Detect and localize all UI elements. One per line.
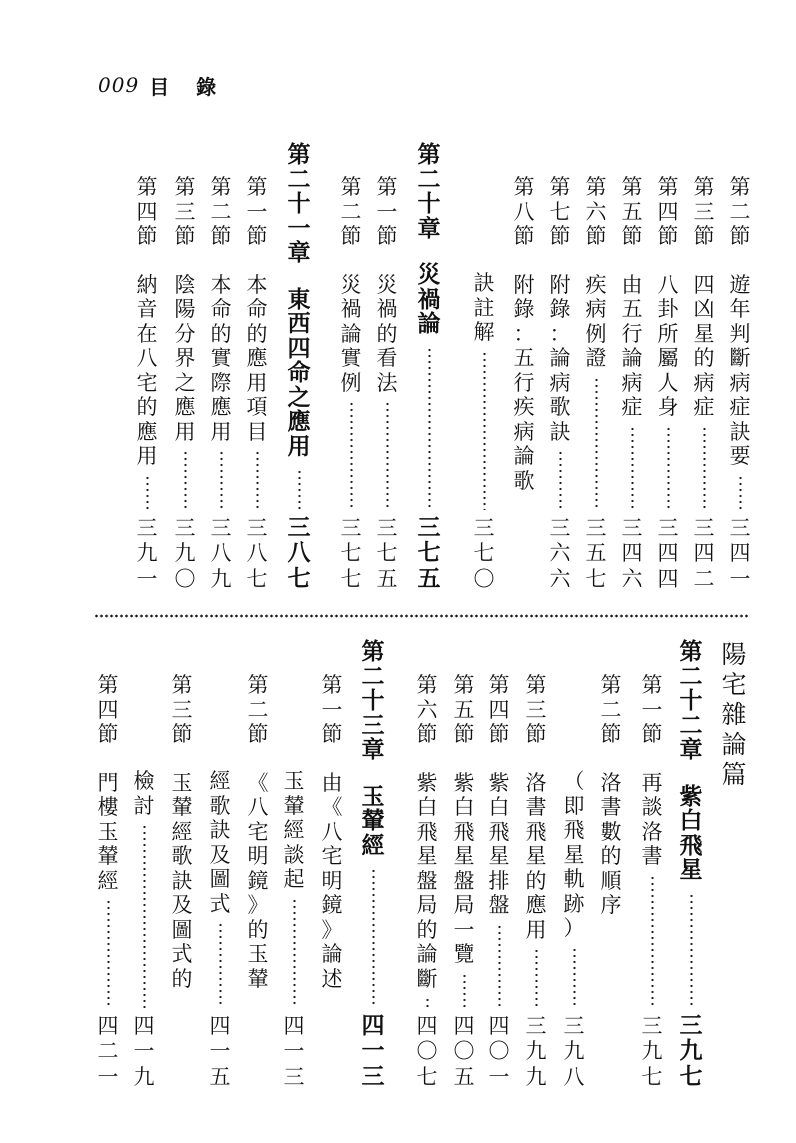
toc-chapter-entry xyxy=(414,143,444,592)
entry-label: 第 一 節 xyxy=(321,673,343,746)
entry-page-number: 三 四 六 xyxy=(621,515,643,591)
entry-title: 東 西 四 命 之 應 用 xyxy=(287,286,311,460)
toc-entry xyxy=(560,769,588,1090)
toc-entry xyxy=(244,673,272,1090)
entry-page-number: 四 〇 一 xyxy=(488,1013,510,1089)
entry-page-number: 三 六 六 xyxy=(549,515,571,591)
entry-page-number: 三 七 五 xyxy=(376,515,398,591)
leader-dots xyxy=(739,475,742,510)
entry-page-number: 三 九 一 xyxy=(136,515,158,591)
entry-page-number: 三 九 〇 xyxy=(174,515,196,591)
entry-label: 第 六 節 xyxy=(585,175,607,248)
entry-title: 附 錄 ： 五 行 疾 病 論 歌 xyxy=(513,272,535,493)
entry-title: 訣 註 解 xyxy=(473,271,495,344)
toc-entry xyxy=(168,673,196,1090)
entry-label: 第 三 節 xyxy=(174,175,196,248)
entry-label: 第 二 節 xyxy=(340,175,362,248)
toc-entry xyxy=(413,673,441,1090)
entry-title: 由 《 八 宅 明 鏡 》 論 述 xyxy=(321,770,343,991)
entry-title: 附 錄 ： 論 病 歌 訣 xyxy=(549,272,571,444)
leader-dots xyxy=(703,426,706,510)
toc-entry xyxy=(546,175,574,592)
entry-title: 納 音 在 八 宅 的 應 用 xyxy=(136,272,158,468)
entry-label: 第 二 節 xyxy=(210,175,232,248)
section-divider xyxy=(94,614,750,618)
entry-label: 第 一 節 xyxy=(641,673,663,746)
entry-label: 第 一 節 xyxy=(246,175,268,248)
page-header xyxy=(98,70,226,100)
leader-dots xyxy=(350,401,353,510)
entry-title: 經 歌 訣 及 圖 式 xyxy=(209,769,231,916)
entry-page-number: 三 八 九 xyxy=(210,515,232,591)
page-number: 009 xyxy=(98,73,140,97)
toc-entry xyxy=(470,271,498,592)
toc-entry xyxy=(450,673,478,1090)
entry-title: 玉 輦 經 xyxy=(361,783,385,859)
toc-entry xyxy=(618,175,646,592)
entry-page-number: 三 五 七 xyxy=(585,515,607,591)
leader-dots xyxy=(651,875,654,1008)
entry-label: 第 三 節 xyxy=(693,175,715,248)
entry-page-number: 三 九 七 xyxy=(679,1012,703,1090)
toc-entry xyxy=(597,673,625,1090)
entry-title: 陰 陽 分 界 之 應 用 xyxy=(174,272,196,444)
entry-title: 紫 白 飛 星 盤 局 一 覽 xyxy=(453,770,475,966)
entry-label: 第 三 節 xyxy=(525,673,547,746)
entry-page-number: 四 〇 七 xyxy=(416,1013,438,1089)
entry-page-number: 三 四 四 xyxy=(657,515,679,591)
entry-title: （ 即 飛 星 軌 跡 ） xyxy=(563,769,585,940)
entry-title: 八 卦 所 屬 人 身 xyxy=(657,272,679,419)
toc-entry xyxy=(94,673,122,1090)
entry-label: 第 二 節 xyxy=(600,673,622,746)
entry-title: 門 樓 玉 輦 經 xyxy=(97,770,119,893)
entry-title: 洛 書 飛 星 的 應 用 xyxy=(525,770,547,942)
entry-title: 洛 書 數 的 順 序 xyxy=(600,770,622,917)
leader-dots xyxy=(573,947,576,1008)
toc-entry xyxy=(318,673,346,1090)
entry-page-number: 四 一 九 xyxy=(133,1013,155,1089)
toc-entry xyxy=(726,175,754,592)
entry-label: 第 二 節 xyxy=(247,673,269,746)
entry-label: 第 一 節 xyxy=(376,175,398,248)
leader-dots xyxy=(498,924,501,1008)
toc-entry xyxy=(510,175,538,592)
toc-chapter-entry xyxy=(358,640,388,1090)
entry-title: 四 凶 星 的 病 症 xyxy=(693,272,715,419)
leader-dots xyxy=(146,475,149,510)
leader-dots xyxy=(372,868,375,1008)
leader-dots xyxy=(386,401,389,510)
entry-label: 第 二 節 xyxy=(729,175,751,248)
entry-label: 第 七 節 xyxy=(549,175,571,248)
page-title: 目 錄 xyxy=(149,74,227,99)
toc-entry xyxy=(638,673,666,1090)
toc-entry xyxy=(133,175,161,592)
leader-dots xyxy=(298,469,301,510)
leader-dots xyxy=(220,450,223,510)
entry-title: 本 命 的 應 用 項 目 xyxy=(246,272,268,444)
entry-label: 第 二 十 二 章 xyxy=(679,639,703,763)
entry-label: 第 二 十 一 章 xyxy=(287,142,311,266)
entry-title: 《 八 宅 明 鏡 》 的 玉 輦 xyxy=(247,770,269,991)
toc-chapter-entry xyxy=(284,143,314,592)
entry-page-number: 四 一 三 xyxy=(283,1013,305,1089)
entry-page-number: 三 九 七 xyxy=(641,1013,663,1089)
leader-dots xyxy=(184,450,187,510)
leader-dots xyxy=(426,997,429,1008)
entry-title: 災 禍 論 實 例 xyxy=(340,272,362,395)
entry-title: 災 禍 的 看 法 xyxy=(376,272,398,395)
entry-label: 第 四 節 xyxy=(136,175,158,248)
leader-dots xyxy=(535,948,538,1008)
entry-title: 疾 病 例 證 xyxy=(585,272,607,370)
entry-label: 第 五 節 xyxy=(621,175,643,248)
entry-label: 第 六 節 xyxy=(416,673,438,746)
entry-page-number: 四 一 五 xyxy=(209,1013,231,1089)
leader-dots xyxy=(428,347,431,510)
leader-dots xyxy=(463,973,466,1008)
entry-page-number: 三 八 七 xyxy=(287,514,311,592)
entry-title: 災 禍 論 xyxy=(417,262,441,337)
entry-title: 遊 年 判 斷 病 症 訣 要 xyxy=(729,272,751,468)
toc-entry xyxy=(130,769,158,1090)
toc-entry xyxy=(522,673,550,1090)
entry-title: 玉 輦 經 談 起 xyxy=(283,769,305,891)
entry-title: 再 談 洛 書 xyxy=(641,770,663,868)
entry-label: 第 二 十 章 xyxy=(417,142,441,242)
entry-page-number: 三 八 七 xyxy=(246,515,268,591)
toc-entry xyxy=(280,769,308,1090)
entry-page-number: 四 二 一 xyxy=(97,1013,119,1089)
entry-page-number: 三 九 八 xyxy=(563,1013,585,1089)
leader-dots xyxy=(107,899,110,1008)
entry-label: 第 四 節 xyxy=(97,673,119,746)
leader-dots xyxy=(631,426,634,510)
toc-entry xyxy=(207,175,235,592)
leader-dots xyxy=(483,351,486,510)
leader-dots xyxy=(559,450,562,510)
entry-label: 第 五 節 xyxy=(453,673,475,746)
entry-page-number: 四 〇 五 xyxy=(453,1013,475,1089)
toc-entry xyxy=(485,673,513,1090)
entry-page-number: 三 七 五 xyxy=(417,514,441,592)
entry-title: 檢 討 xyxy=(133,769,155,818)
leader-dots xyxy=(143,824,146,1008)
entry-label: 第 八 節 xyxy=(513,175,535,248)
toc-entry xyxy=(654,175,682,592)
entry-title: 紫 白 飛 星 xyxy=(679,783,703,883)
toc-entry xyxy=(206,769,234,1090)
toc-entry xyxy=(243,175,271,592)
entry-title: 玉 輦 經 歌 訣 及 圖 式 的 xyxy=(171,770,193,991)
entry-page-number: 三 七 七 xyxy=(340,515,362,591)
entry-page-number: 三 九 九 xyxy=(525,1013,547,1089)
toc-entry xyxy=(582,175,610,592)
entry-page-number: 四 一 三 xyxy=(361,1012,385,1090)
entry-page-number: 三 四 一 xyxy=(729,515,751,591)
toc-chapter-entry xyxy=(676,640,706,1090)
leader-dots xyxy=(595,377,598,510)
leader-dots xyxy=(219,922,222,1008)
toc-entry xyxy=(337,175,365,592)
leader-dots xyxy=(293,898,296,1008)
entry-title: 由 五 行 論 病 症 xyxy=(621,272,643,419)
toc-entry xyxy=(171,175,199,592)
toc-entry xyxy=(373,175,401,592)
leader-dots xyxy=(256,450,259,510)
leader-dots xyxy=(690,893,693,1008)
leader-dots xyxy=(667,426,670,510)
entry-title: 本 命 的 實 際 應 用 xyxy=(210,272,232,444)
entry-page-number: 三 四 二 xyxy=(693,515,715,591)
entry-label: 第 二 十 三 章 xyxy=(361,639,385,763)
entry-page-number: 三 七 〇 xyxy=(473,515,495,591)
entry-label: 第 四 節 xyxy=(488,673,510,746)
entry-title: 紫 白 飛 星 排 盤 xyxy=(488,770,510,917)
entry-label: 第 三 節 xyxy=(171,673,193,746)
entry-label: 第 四 節 xyxy=(657,175,679,248)
part-title: 陽 宅 雜 論 篇 xyxy=(721,640,747,789)
toc-entry xyxy=(690,175,718,592)
entry-title: 紫 白 飛 星 盤 局 的 論 斷 xyxy=(416,770,438,991)
